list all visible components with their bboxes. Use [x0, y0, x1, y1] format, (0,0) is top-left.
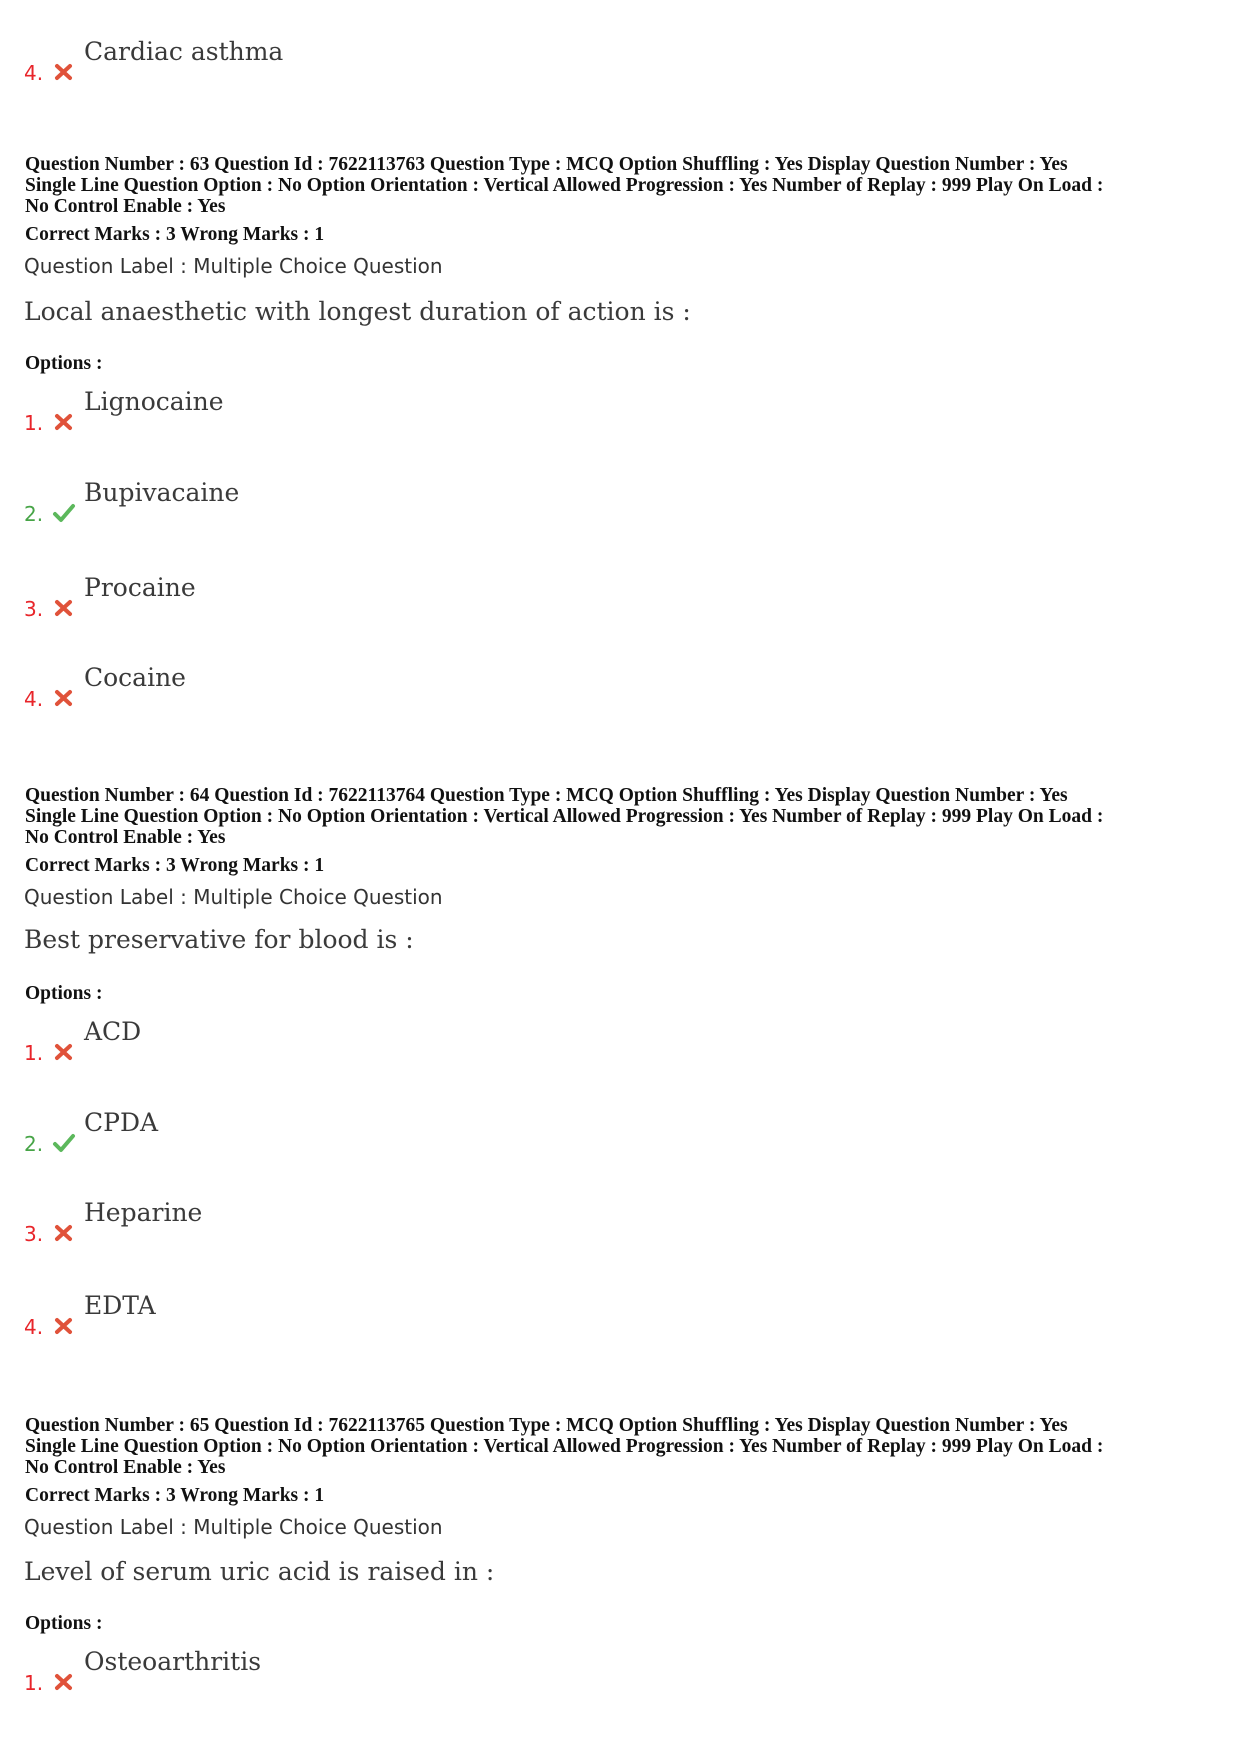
- cross-icon: [52, 596, 76, 620]
- option-number: 1.: [24, 411, 44, 435]
- question-meta: [25, 154, 1220, 217]
- option-number: 4.: [24, 1315, 44, 1339]
- question-meta: [25, 785, 1220, 848]
- option-number: 2.: [24, 1132, 44, 1156]
- question-marks: Correct Marks : 3 Wrong Marks : 1: [25, 224, 325, 245]
- option-number: 3.: [24, 597, 44, 621]
- option-item: [0, 1290, 700, 1350]
- meta-line: Single Line Question Option : No Option Orientation : Vertical Allowed Progression : Yes Number of Replay : 999 Play On Load :: [25, 175, 1104, 196]
- check-icon: [52, 1131, 76, 1155]
- option-number: 3.: [24, 1222, 44, 1246]
- cross-icon: [52, 410, 76, 434]
- meta-line: No Control Enable : Yes: [25, 827, 226, 848]
- options-heading: Options :: [25, 353, 103, 374]
- option-number: 4.: [24, 687, 44, 711]
- meta-line: No Control Enable : Yes: [25, 196, 226, 217]
- option-item: [0, 386, 700, 446]
- option-text: Osteoarthritis: [84, 1647, 262, 1676]
- question-text: Level of serum uric acid is raised in :: [24, 1557, 495, 1586]
- option-item: [0, 1646, 700, 1706]
- options-heading: Options :: [25, 1613, 103, 1634]
- option-item: [0, 1197, 700, 1257]
- option-item: [0, 662, 700, 722]
- cross-icon: [52, 1221, 76, 1245]
- option-item: [0, 1016, 700, 1076]
- options-heading: Options :: [25, 983, 103, 1004]
- meta-line: Single Line Question Option : No Option Orientation : Vertical Allowed Progression : Yes Number of Replay : 999 Play On Load :: [25, 1436, 1104, 1457]
- cross-icon: [52, 1670, 76, 1694]
- meta-line: Single Line Question Option : No Option Orientation : Vertical Allowed Progression : Yes Number of Replay : 999 Play On Load :: [25, 806, 1104, 827]
- option-text: Procaine: [84, 573, 196, 602]
- question-meta: [25, 1415, 1220, 1478]
- cross-icon: [52, 60, 76, 84]
- option-number: 1.: [24, 1671, 44, 1695]
- cross-icon: [52, 686, 76, 710]
- cross-icon: [52, 1314, 76, 1338]
- option-item: [0, 1107, 700, 1167]
- option-text: ACD: [84, 1017, 142, 1046]
- option-item: [0, 36, 700, 96]
- question-label: Question Label : Multiple Choice Question: [24, 254, 443, 278]
- option-text: Heparine: [84, 1198, 203, 1227]
- question-text: Local anaesthetic with longest duration of action is :: [24, 297, 691, 326]
- option-text: CPDA: [84, 1108, 159, 1137]
- cross-icon: [52, 1040, 76, 1064]
- option-item: [0, 572, 700, 632]
- option-text: Bupivacaine: [84, 478, 240, 507]
- meta-line: No Control Enable : Yes: [25, 1457, 226, 1478]
- meta-line: Question Number : 65 Question Id : 7622113765 Question Type : MCQ Option Shuffling : Yes Display Question Number : Yes: [25, 1415, 1068, 1436]
- meta-line: Question Number : 64 Question Id : 7622113764 Question Type : MCQ Option Shuffling : Yes Display Question Number : Yes: [25, 785, 1068, 806]
- option-text: Cocaine: [84, 663, 186, 692]
- option-text: EDTA: [84, 1291, 156, 1320]
- question-label: Question Label : Multiple Choice Question: [24, 1515, 443, 1539]
- question-marks: Correct Marks : 3 Wrong Marks : 1: [25, 1485, 325, 1506]
- question-text: Best preservative for blood is :: [24, 925, 414, 954]
- option-text: Cardiac asthma: [84, 37, 284, 66]
- check-icon: [52, 501, 76, 525]
- option-number: 4.: [24, 61, 44, 85]
- option-number: 2.: [24, 502, 44, 526]
- question-marks: Correct Marks : 3 Wrong Marks : 1: [25, 855, 325, 876]
- option-item: [0, 477, 700, 537]
- meta-line: Question Number : 63 Question Id : 7622113763 Question Type : MCQ Option Shuffling : Yes Display Question Number : Yes: [25, 154, 1068, 175]
- option-number: 1.: [24, 1041, 44, 1065]
- question-label: Question Label : Multiple Choice Question: [24, 885, 443, 909]
- option-text: Lignocaine: [84, 387, 224, 416]
